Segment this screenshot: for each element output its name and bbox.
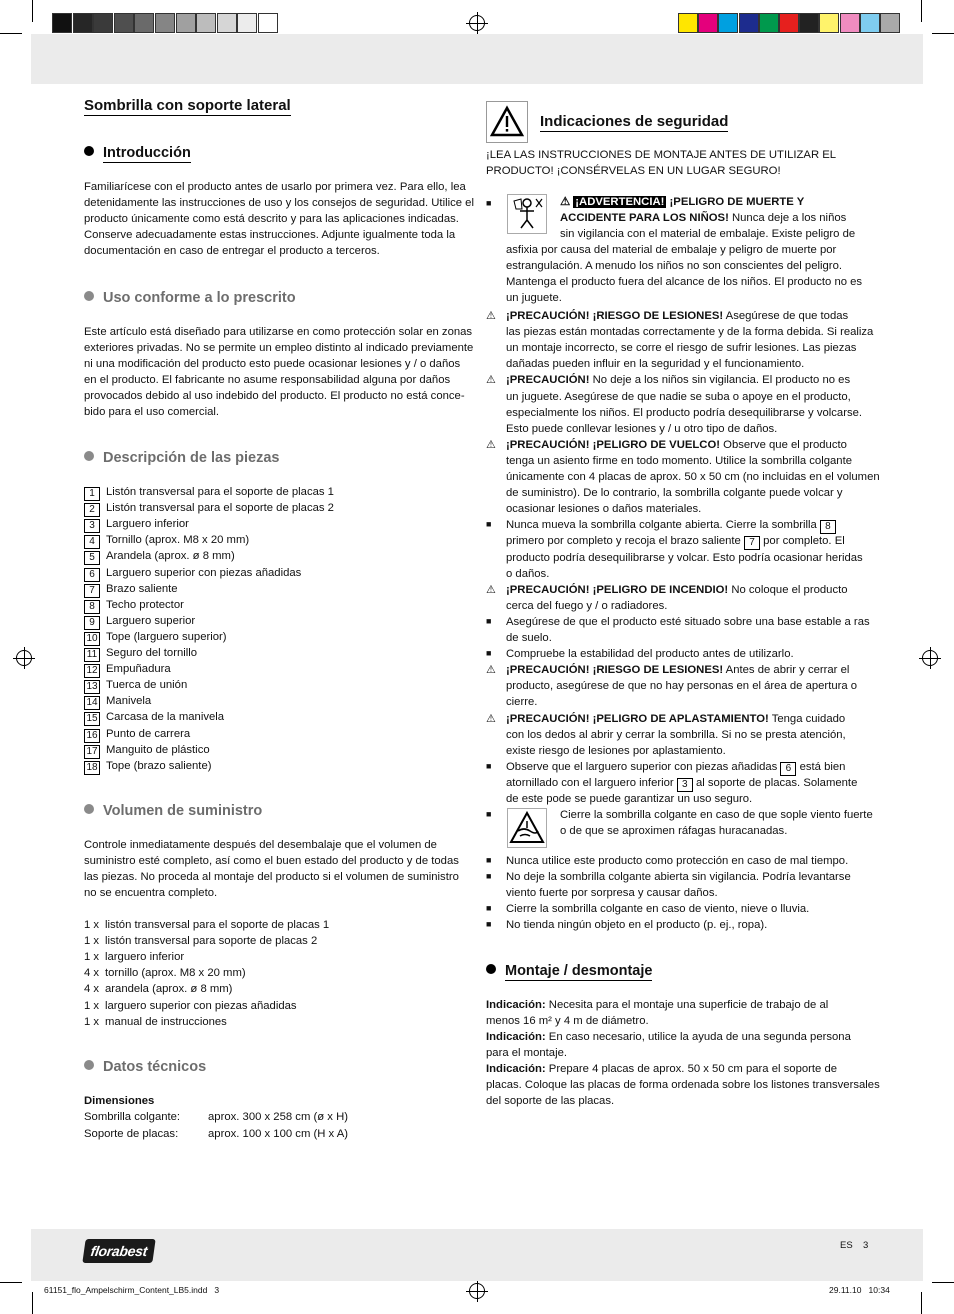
supply-item: tornillo (aprox. M8 x 20 mm) <box>105 967 246 980</box>
registration-mark-left <box>16 650 32 666</box>
section-seguridad: Indicaciones de seguridad <box>540 113 729 130</box>
part-item <box>84 597 184 614</box>
supply-qty: 1 x <box>84 999 100 1012</box>
part-item <box>84 661 171 678</box>
datos-row-2: Soporte de placas: <box>84 1128 179 1140</box>
color-swatch <box>799 13 819 33</box>
safety-line: ¡PRECAUCIÓN! No deje a los niños sin vigilancia. El producto no es <box>506 374 851 387</box>
safety-line: Compruebe la estabilidad del producto antes de utilizarlo. <box>506 648 794 661</box>
part-number: 3 <box>84 519 100 533</box>
safety-line: tenga un asiento firme en todo momento. Utilice la sombrilla colgante <box>506 454 852 467</box>
part-label: Tuerca de unión <box>106 679 188 692</box>
footer-lang: ES <box>840 1240 853 1251</box>
part-label: Listón transversal para el soporte de placas 2 <box>106 502 334 515</box>
bullet: ■ <box>486 919 492 930</box>
safety-line: ¡PRECAUCIÓN! ¡RIESGO DE LESIONES! Asegúrese de que todas <box>506 310 849 322</box>
part-item <box>84 484 334 501</box>
intro-text: Familiarícese con el producto antes de usarlo por primera vez. Para ello, lea detenidamente las instrucciones de uso y los consejos de seguridad. Utilice el producto únicamente como está descrito y para las aplicaciones indicadas. Conserve adecuadamente estas instrucciones. Adjunte igualmente toda la documentación en caso de entregar el producto a terceros. <box>84 181 474 257</box>
part-label: Larguero superior <box>106 614 196 627</box>
safety-line: con los dedos al abrir y cerrar la sombrilla. Si no se presta atención, <box>506 728 846 741</box>
part-label: Brazo saliente <box>106 582 178 595</box>
color-swatch <box>840 13 860 33</box>
part-label: Seguro del tornillo <box>106 647 198 659</box>
advertencia-line2: ACCIDENTE PARA LOS NIÑOS! Nunca deje a los niños <box>560 212 847 224</box>
wind-warning-icon <box>507 808 547 848</box>
bullet: ■ <box>486 198 492 208</box>
part-number: 2 <box>84 503 100 517</box>
color-swatch <box>880 13 900 33</box>
part-number: 1 <box>84 487 100 501</box>
section-datos: Datos técnicos <box>84 1059 206 1075</box>
supply-qty: 4 x <box>84 967 100 980</box>
caution-triangle-icon: ⚠ <box>486 438 496 451</box>
section-montaje: Montaje / desmontaje <box>486 963 652 979</box>
part-number: 7 <box>84 584 100 598</box>
datos-row-1: Sombrilla colgante: <box>84 1111 181 1123</box>
section-piezas: Descripción de las piezas <box>84 450 280 466</box>
caution-triangle-icon: ⚠ <box>486 583 496 596</box>
safety-line: o daños. <box>506 567 550 580</box>
footer-file: 61151_flo_Ampelschirm_Content_LB5.indd 3 <box>44 1285 220 1295</box>
registration-mark-top <box>469 15 485 31</box>
caution-triangle-icon: ⚠ <box>486 310 496 322</box>
color-swatch <box>718 13 738 33</box>
section-volumen: Volumen de suministro <box>84 803 262 819</box>
part-item <box>84 629 227 646</box>
part-item <box>84 742 210 759</box>
supply-item: listón transversal para el soporte de placas 1 <box>105 919 330 931</box>
safety-line: cierre. <box>506 696 538 709</box>
safety-line: únicamente con 4 placas de aprox. 50 x 50 cm (no incluidas en el volumen <box>506 471 880 483</box>
datos-sub: Dimensiones <box>84 1095 155 1107</box>
part-label: Carcasa de la manivela <box>106 711 225 724</box>
part-item <box>84 613 195 630</box>
part-number: 12 <box>84 664 100 678</box>
part-number: 13 <box>84 680 100 694</box>
part-number: 10 <box>84 632 100 646</box>
safety-line: Asegúrese de que el producto esté situado sobre una base estable a ras <box>506 615 870 628</box>
gray-swatch <box>155 13 175 33</box>
supply-item: arandela (aprox. ø 8 mm) <box>105 983 233 996</box>
gray-swatch <box>237 13 257 33</box>
color-swatch <box>860 13 880 33</box>
part-number: 18 <box>84 761 100 775</box>
part-item <box>84 677 187 694</box>
supply-item: manual de instrucciones <box>105 1015 227 1028</box>
part-number: 16 <box>84 729 100 743</box>
safety-line: existe riesgo de lesiones por aplastamiento. <box>506 744 726 757</box>
part-ref: 8 <box>820 520 836 534</box>
section-uso: Uso conforme a lo prescrito <box>84 290 296 306</box>
safety-line: de suministro). De lo contrario, la sombrilla colgante puede volcar y <box>506 487 843 500</box>
part-ref: 6 <box>780 762 796 776</box>
gray-swatch <box>114 13 134 33</box>
caution-triangle-icon: ⚠ <box>486 664 496 677</box>
gray-swatch <box>134 13 154 33</box>
part-number: 14 <box>84 696 100 710</box>
safety-line: primero por completo y recoja el brazo saliente 7 por completo. El <box>506 535 845 549</box>
safety-line: Nunca utilice este producto como protección en caso de mal tiempo. <box>506 855 849 867</box>
part-label: Manguito de plástico <box>106 743 210 756</box>
safety-line: o de que se aproximen ráfagas huracanadas. <box>560 825 788 838</box>
part-item <box>84 532 249 549</box>
safety-line: Esto puede conllevar lesiones y / u otro tipo de daños. <box>506 422 778 435</box>
bullet: ■ <box>486 871 492 882</box>
part-ref: 3 <box>677 778 693 792</box>
safety-line: ¡PRECAUCIÓN! ¡PELIGRO DE APLASTAMIENTO! Tenga cuidado <box>506 712 846 725</box>
safety-line: ¡PRECAUCIÓN! ¡PELIGRO DE VUELCO! Observe que el producto <box>506 438 847 451</box>
gray-swatch <box>52 13 72 33</box>
supply-item: larguero inferior <box>105 951 185 964</box>
safety-line: cerca del fuego y / o radiadores. <box>506 599 668 612</box>
footer-date: 29.11.10 10:34 <box>829 1285 890 1295</box>
safety-line: No deje la sombrilla colgante abierta sin vigilancia. Podría levantarse <box>506 871 851 884</box>
bullet: ■ <box>486 519 492 530</box>
safety-line: atornillado con el larguero inferior 3 al soporte de placas. Solamente <box>506 776 858 790</box>
part-item <box>84 645 197 662</box>
gray-swatch <box>217 13 237 33</box>
caution-triangle-icon: ⚠ <box>486 712 496 725</box>
bullet: ■ <box>486 648 492 659</box>
gray-swatch <box>73 13 93 33</box>
part-label: Tope (larguero superior) <box>106 630 227 643</box>
footer-band <box>31 1229 923 1281</box>
color-swatch <box>779 13 799 33</box>
header-band <box>31 34 923 84</box>
supply-qty: 1 x <box>84 951 100 964</box>
supply-qty: 1 x <box>84 1015 100 1028</box>
uso-text: Este artículo está diseñado para utilizarse en como protección solar en zonas exteriores privadas. No se permite un empleo distinto al indicado previamente ni una modificación del producto esto puede ocasionar lesiones y / o daños en el producto. El fabricante no asume responsabilidad alguna por daños provocados debido al uso indebido del producto. El producto no está conce- bido para el uso comercial. <box>84 326 474 418</box>
supply-qty: 1 x <box>84 919 100 931</box>
safety-line: dañadas pueden influir en la seguridad y el funcionamiento. <box>506 358 805 371</box>
page-title: Sombrilla con soporte lateral <box>84 97 291 114</box>
bullet: ■ <box>486 809 492 820</box>
registration-mark-bottom <box>469 1283 485 1299</box>
safety-line: Cierre la sombrilla colgante en caso de viento, nieve o lluvia. <box>506 903 810 916</box>
bullet: ■ <box>486 760 492 771</box>
volumen-text: Controle inmediatamente después del desembalaje que el volumen de suministro esté completo, así como el buen estado del producto y de todas las piezas. No proceda al montaje del producto si el volumen de suministro no se encuentra completo. <box>84 839 459 899</box>
part-label: Listón transversal para el soporte de placas 1 <box>106 486 334 498</box>
part-label: Techo protector <box>106 598 184 611</box>
safety-line: especialmente los niños. El producto podría desequilibrarse y volcarse. <box>506 406 863 419</box>
safety-line: un juguete. Asegúrese de que nadie se suba o apoye en el producto, <box>506 390 851 403</box>
safety-line: viento fuerte por sorpresa y causar daños. <box>506 887 718 900</box>
part-item <box>84 581 178 598</box>
caution-triangle-icon: ⚠ <box>486 374 496 387</box>
part-label: Arandela (aprox. ø 8 mm) <box>106 550 235 563</box>
datos-val-1: aprox. 300 x 258 cm (ø x H) <box>208 1111 349 1123</box>
registration-mark-right <box>922 650 938 666</box>
part-label: Tornillo (aprox. M8 x 20 mm) <box>106 534 250 547</box>
brand-logo: florabest <box>82 1239 155 1263</box>
color-swatch <box>759 13 779 33</box>
safety-line: ¡PRECAUCIÓN! ¡PELIGRO DE INCENDIO! No coloque el producto <box>506 583 848 596</box>
safety-line: de este pode se puede garantizar un uso seguro. <box>506 793 753 805</box>
part-label: Tope (brazo saliente) <box>106 759 212 772</box>
part-item <box>84 693 151 710</box>
part-label: Empuñadura <box>106 663 171 676</box>
safety-line: un montaje incorrecto, se corre el riesgo de sufrir lesiones. Las piezas <box>506 342 857 355</box>
montaje-text: Indicación: Necesita para el montaje una superficie de trabajo de al menos 16 m² y 4 m de diámetro. Indicación: En caso necesario, utilice la ayuda de una segunda persona para el montaje. Indicación: Prepare 4 placas de aprox. 50 x 50 cm para el soporte de placas. Coloque las placas de forma ordenada sobre los listones transversales del soporte de las placas. <box>486 999 880 1107</box>
safety-line: Cierre la sombrilla colgante en caso de que sople viento fuerte <box>560 809 873 822</box>
safety-line: No tienda ningún objeto en el producto (p. ej., ropa). <box>506 919 768 932</box>
safety-line: las piezas están montadas correctamente y de la forma debida. Si realiza <box>506 326 874 339</box>
part-label: Punto de carrera <box>106 727 191 740</box>
safety-line: producto, asegúrese de que no hay personas en el área de apertura o <box>506 680 858 693</box>
safety-line: ¡PRECAUCIÓN! ¡RIESGO DE LESIONES! Antes de abrir y cerrar el <box>506 664 850 677</box>
supply-qty: 1 x <box>84 935 100 948</box>
datos-val-2: aprox. 100 x 100 cm (H x A) <box>208 1128 349 1140</box>
part-item <box>84 565 301 582</box>
color-swatch <box>698 13 718 33</box>
part-number: 5 <box>84 551 100 565</box>
color-swatch <box>678 13 698 33</box>
part-item <box>84 500 334 517</box>
part-number: 8 <box>84 600 100 614</box>
gray-swatch <box>176 13 196 33</box>
safety-line: ocasionar lesiones o daños materiales. <box>506 503 702 516</box>
part-item <box>84 709 224 726</box>
section-introduccion: Introducción <box>84 145 191 161</box>
gray-swatch <box>196 13 216 33</box>
part-number: 11 <box>84 648 100 662</box>
bullet: ■ <box>486 903 492 914</box>
safety-line: de suelo. <box>506 632 552 644</box>
safety-line: Nunca mueva la sombrilla colgante abierta. Cierre la sombrilla 8 <box>506 517 836 534</box>
warning-triangle-icon <box>486 101 528 143</box>
part-number: 17 <box>84 745 100 759</box>
footer-page: 3 <box>863 1240 869 1251</box>
advertencia-text: sin vigilancia con el material de embalaje. Existe peligro de asfixia por causa del material de embalaje y peligro de muerte por estrangulación. A menudo los niños no son conscientes del peligro. Mantenga el producto fuera del alcance de los niños. El producto no es un juguete. <box>506 228 863 304</box>
part-number: 4 <box>84 535 100 549</box>
gray-swatch <box>258 13 278 33</box>
bullet: ■ <box>486 615 492 626</box>
part-number: 9 <box>84 616 100 630</box>
part-ref: 7 <box>744 536 760 550</box>
supply-qty: 4 x <box>84 983 100 996</box>
color-swatch <box>739 13 759 33</box>
bullet: ■ <box>486 855 492 865</box>
part-item <box>84 726 190 743</box>
part-item <box>84 516 189 533</box>
safety-line: Observe que el larguero superior con piezas añadidas 6 está bien <box>506 760 846 774</box>
warning-small-icon: ⚠ <box>560 196 571 208</box>
part-label: Manivela <box>106 695 152 708</box>
safety-line: producto podría desequilibrarse y volcar. Esto podría ocasionar heridas <box>506 551 863 564</box>
gray-swatch <box>93 13 113 33</box>
supply-item: listón transversal para soporte de placas 2 <box>105 935 318 948</box>
supply-item: larguero superior con piezas añadidas <box>105 999 297 1012</box>
part-item <box>84 548 235 565</box>
color-swatch <box>819 13 839 33</box>
part-label: Larguero superior con piezas añadidas <box>106 566 302 579</box>
part-item <box>84 758 212 775</box>
seg-intro: ¡LEA LAS INSTRUCCIONES DE MONTAJE ANTES DE UTILIZAR EL PRODUCTO! ¡CONSÉRVELAS EN UN LUGAR SEGURO! <box>486 149 837 177</box>
part-label: Larguero inferior <box>106 518 189 531</box>
part-number: 6 <box>84 568 100 582</box>
advertencia-line1: ⚠ ¡ADVERTENCIA! ¡PELIGRO DE MUERTE Y <box>560 196 805 208</box>
part-number: 15 <box>84 712 100 726</box>
